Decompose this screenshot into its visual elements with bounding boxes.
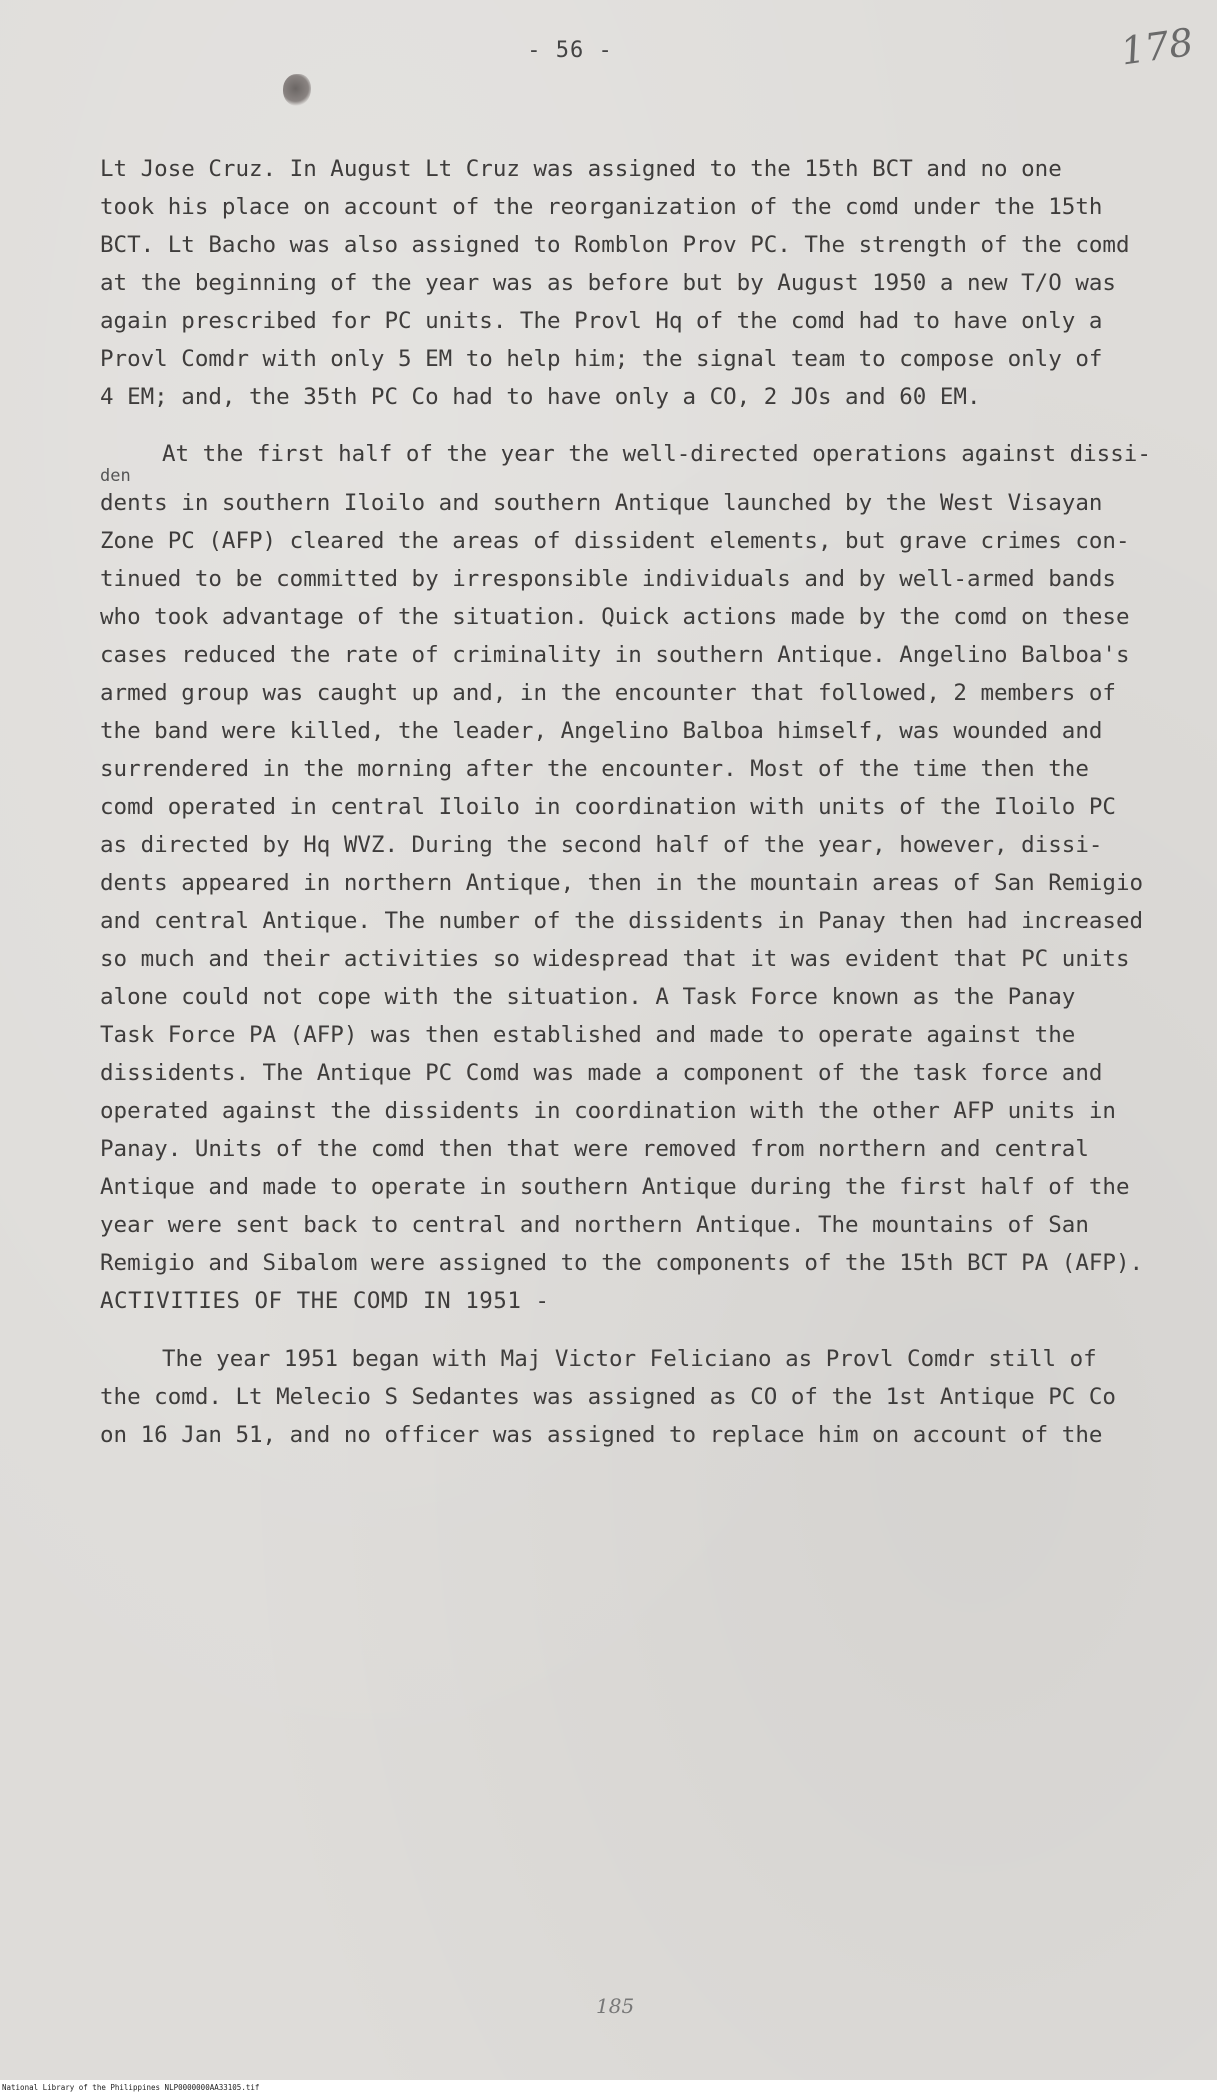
text-line: and central Antique. The number of the dissidents in Panay then had increased — [100, 908, 1144, 934]
text-line: operated against the dissidents in coordination with the other AFP units in — [100, 1098, 1116, 1124]
handwritten-footer-mark: 185 — [596, 1994, 635, 2018]
text-line: the comd. Lt Melecio S Sedantes was assigned as CO of the 1st Antique PC Co — [100, 1384, 1116, 1410]
text-line: took his place on account of the reorganization of the comd under the 15th — [100, 194, 1103, 220]
text-line: cases reduced the rate of criminality in southern Antique. Angelino Balboa's — [100, 642, 1130, 668]
text-line: again prescribed for PC units. The Provl Hq of the comd had to have only a — [100, 308, 1103, 334]
text-line: Provl Comdr with only 5 EM to help him; the signal team to compose only of — [100, 346, 1103, 372]
text-line: the band were killed, the leader, Angelino Balboa himself, was wounded and — [100, 718, 1103, 744]
text-line: at the beginning of the year was as before but by August 1950 a new T/O was — [100, 270, 1116, 296]
scan-credit-text: National Library of the Philippines NLP0000000AA33105.tif — [2, 2083, 260, 2092]
ink-blot-icon — [283, 74, 311, 106]
text-line: year were sent back to central and northern Antique. The mountains of San — [100, 1212, 1089, 1238]
text-line: Zone PC (AFP) cleared the areas of dissident elements, but grave crimes con- — [100, 528, 1130, 554]
text-line: tinued to be committed by irresponsible individuals and by well-armed bands — [100, 566, 1116, 592]
handwritten-archive-number: 178 — [1118, 19, 1196, 74]
stray-text-fragment: den — [100, 466, 131, 486]
text-line: alone could not cope with the situation. A Task Force known as the Panay — [100, 984, 1076, 1010]
text-line: 4 EM; and, the 35th PC Co had to have only a CO, 2 JOs and 60 EM. — [100, 384, 981, 410]
text-line: armed group was caught up and, in the encounter that followed, 2 members of — [100, 680, 1116, 706]
text-line: Antique and made to operate in southern Antique during the first half of the — [100, 1174, 1130, 1200]
text-line: At the first half of the year the well-directed operations against dissi- — [162, 441, 1151, 467]
text-line: The year 1951 began with Maj Victor Feliciano as Provl Comdr still of — [162, 1346, 1097, 1372]
text-line: on 16 Jan 51, and no officer was assigned to replace him on account of the — [100, 1422, 1103, 1448]
text-line: as directed by Hq WVZ. During the second half of the year, however, dissi- — [100, 832, 1103, 858]
text-line: Panay. Units of the comd then that were removed from northern and central — [100, 1136, 1089, 1162]
text-line: BCT. Lt Bacho was also assigned to Romblon Prov PC. The strength of the comd — [100, 232, 1130, 258]
page-number: - 56 - — [527, 38, 613, 63]
body-text — [100, 150, 1150, 1454]
text-line: dents in southern Iloilo and southern Antique launched by the West Visayan — [100, 490, 1103, 516]
section-heading: ACTIVITIES OF THE COMD IN 1951 - — [100, 1288, 550, 1314]
text-line: who took advantage of the situation. Quick actions made by the comd on these — [100, 604, 1130, 630]
paragraph-1 — [100, 150, 1150, 416]
text-line: dents appeared in northern Antique, then in the mountain areas of San Remigio — [100, 870, 1144, 896]
text-line: dissidents. The Antique PC Comd was made a component of the task force and — [100, 1060, 1103, 1086]
text-line: Lt Jose Cruz. In August Lt Cruz was assigned to the 15th BCT and no one — [100, 156, 1062, 182]
text-line: comd operated in central Iloilo in coordination with units of the Iloilo PC — [100, 794, 1116, 820]
paragraph-3 — [100, 1340, 1150, 1454]
text-line: Remigio and Sibalom were assigned to the components of the 15th BCT PA (AFP). — [100, 1250, 1144, 1276]
paragraph-2 — [100, 440, 1150, 1282]
text-line: surrendered in the morning after the encounter. Most of the time then the — [100, 756, 1089, 782]
text-line: Task Force PA (AFP) was then established and made to operate against the — [100, 1022, 1076, 1048]
text-line: so much and their activities so widespread that it was evident that PC units — [100, 946, 1130, 972]
